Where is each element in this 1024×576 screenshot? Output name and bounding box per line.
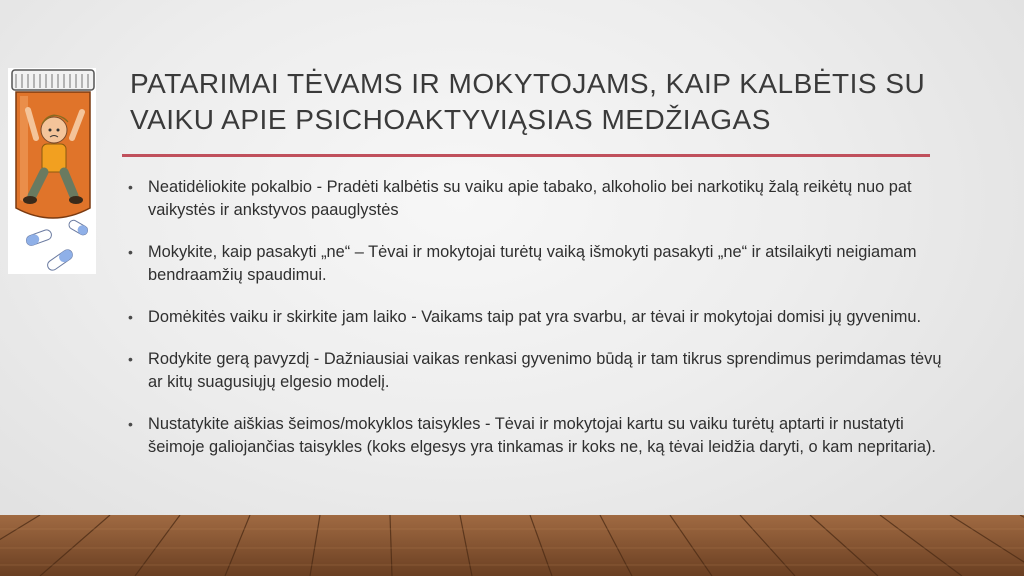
bullet-text: Domėkitės vaiku ir skirkite jam laiko - Vaikams taip pat yra svarbu, ar tėvai ir mokytojai domisi jų gyvenimu. xyxy=(148,308,922,326)
pill-bottle-illustration xyxy=(8,68,96,274)
bullet-item xyxy=(128,241,948,287)
bullet-dot-icon: • xyxy=(128,309,133,325)
pill-bottle-icon xyxy=(8,68,96,274)
bullet-text: Mokykite, kaip pasakyti „ne“ – Tėvai ir mokytojai turėtų vaiką išmokyti pasakyti „ne“ ir atsilaikyti neigiamam bendraamžių spaudimui. xyxy=(148,243,917,284)
bullet-item xyxy=(128,176,948,222)
bullet-dot-icon: • xyxy=(128,351,133,367)
bullet-list xyxy=(128,176,948,478)
bullet-item xyxy=(128,306,948,329)
bullet-item xyxy=(128,413,948,459)
bullet-text: Neatidėliokite pokalbio - Pradėti kalbėtis su vaiku apie tabako, alkoholio bei narkotikų žalą reikėtų nuo pat vaikystės ir ankstyvos paauglystės xyxy=(148,178,912,219)
wood-planks-icon xyxy=(0,515,1024,576)
bullet-item xyxy=(128,348,948,394)
title-divider xyxy=(122,154,930,157)
bullet-dot-icon: • xyxy=(128,244,133,260)
bullet-dot-icon: • xyxy=(128,416,133,432)
title-line-2: VAIKU APIE PSICHOAKTYVIĄSIAS MEDŽIAGAS xyxy=(130,104,771,135)
slide-title xyxy=(130,66,970,138)
bullet-dot-icon: • xyxy=(128,179,133,195)
wooden-floor xyxy=(0,515,1024,576)
title-line-1: PATARIMAI TĖVAMS IR MOKYTOJAMS, KAIP KALBĖTIS SU xyxy=(130,68,926,99)
bullet-text: Nustatykite aiškias šeimos/mokyklos taisykles - Tėvai ir mokytojai kartu su vaiku turėtų aptarti ir nustatyti šeimoje galiojančias taisykles (koks elgesys yra tinkamas ir koks ne, ką tėvai leidžia daryti, o kam nepritaria). xyxy=(148,415,936,456)
bullet-text: Rodykite gerą pavyzdį - Dažniausiai vaikas renkasi gyvenimo būdą ir tam tikrus sprendimus perimdamas tėvų ar kitų suagusiųjų elgesio modelį. xyxy=(148,350,942,391)
